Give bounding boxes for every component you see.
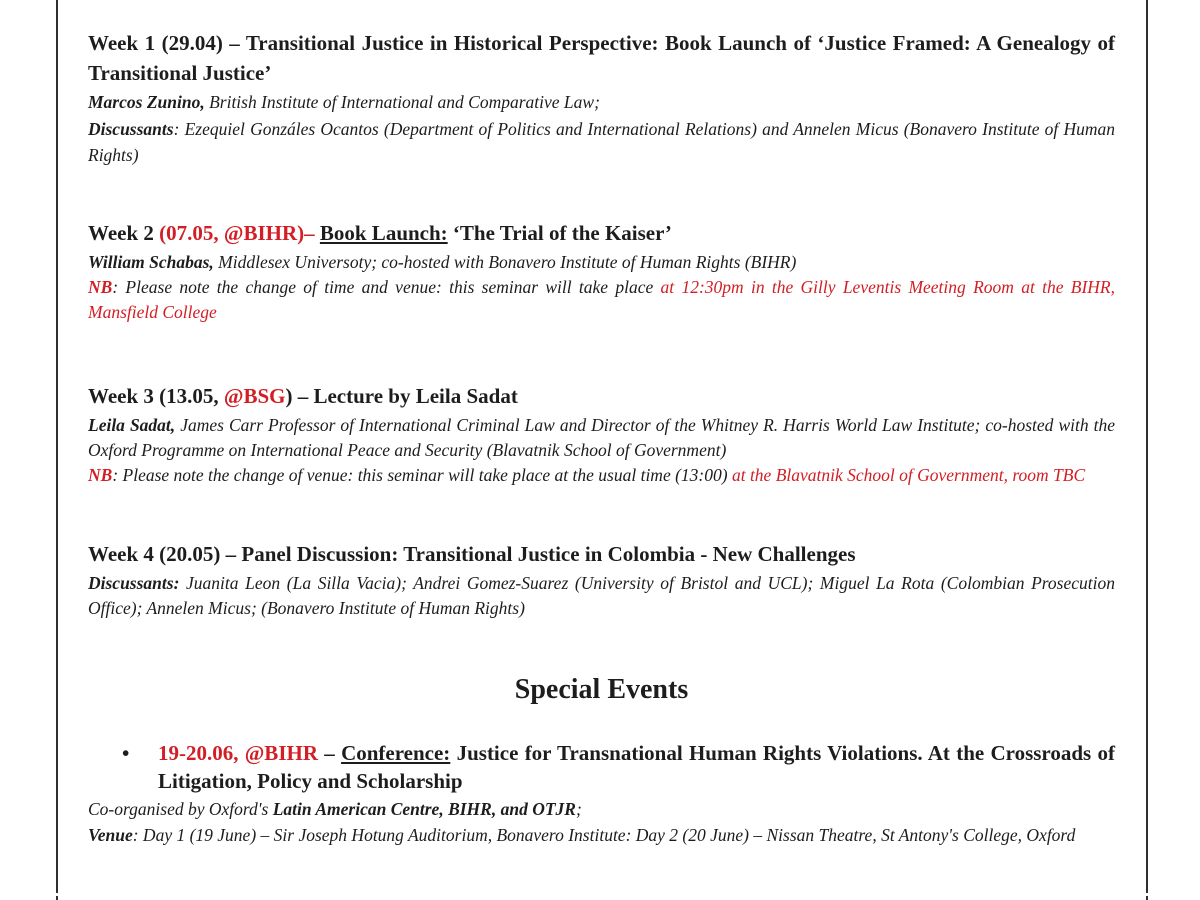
week-1-title — [88, 28, 1115, 88]
week-4-title-text: Week 4 (20.05) – Panel Discussion: Transitional Justice in Colombia - New Challenges — [88, 541, 856, 566]
venue-label: Venue — [88, 824, 133, 845]
organisers-post: ; — [575, 799, 582, 820]
week-2-speaker-line — [88, 250, 1115, 275]
special-events-title: Special Events — [514, 674, 689, 706]
week-2-nb-line — [88, 275, 1115, 326]
week-3-title-post: ) – Lecture by Leila Sadat — [285, 383, 518, 408]
nb-text: : Please note the change of venue: this seminar will take place at the usual time (13:00) — [112, 465, 732, 486]
speaker-name: Marcos Zunino, — [88, 92, 205, 112]
week-2-title-week: Week 2 — [88, 220, 160, 245]
conference-bullet-item — [88, 739, 1115, 795]
week-2-section — [88, 218, 1115, 326]
week-4-discussants-line — [88, 571, 1115, 622]
discussants-text: Juanita Leon (La Silla Vacia); Andrei Gomez-Suarez (University of Bristol and UCL); Miguel La Rota (Colombian Prosecution Office); Annelen Micus; (Bonavero Institute of Human Rights) — [88, 572, 1115, 618]
bullet-icon: • — [122, 741, 130, 766]
nb-label: NB — [88, 465, 113, 486]
week-2-title-book-launch: Book Launch: — [319, 220, 448, 245]
nb-venue-highlight: at 12:30pm in the Gilly Leventis Meeting Room at the BIHR, Mansfield College — [88, 277, 1115, 323]
speaker-affiliation: James Carr Professor of International Criminal Law and Director of the Whitney R. Harris World Law Institute; co-hosted with the Oxford Programme on International Peace and Security (Blavatnik School of Government) — [88, 414, 1115, 461]
nb-label: NB — [88, 277, 113, 298]
discussants-label: Discussants — [88, 119, 174, 140]
week-1-section — [88, 28, 1115, 168]
nb-venue-highlight: at the Blavatnik School of Government, room TBC — [731, 465, 1086, 486]
week-1-discussants-line — [88, 117, 1115, 168]
discussants-text: : Ezequiel Gonzáles Ocantos (Department of Politics and International Relations) and Annelen Micus (Bonavero Institute of Human Rights) — [88, 119, 1115, 165]
speaker-affiliation: British Institute of International and Comparative Law; — [204, 92, 600, 112]
week-3-nb-line — [88, 463, 1115, 488]
nb-text: : Please note the change of time and venue: this seminar will take place — [112, 277, 661, 298]
week-1-title-text: Week 1 (29.04) – Transitional Justice in Historical Perspective: Book Launch of ‘Justice Framed: A Genealogy of Transitional Justice’ — [88, 31, 1115, 85]
week-2-title-book-name: ‘The Trial of the Kaiser’ — [447, 220, 672, 245]
week-2-title-date: (07.05, @BIHR)– — [159, 220, 320, 245]
week-3-title-location: @BSG — [223, 383, 286, 408]
week-2-title — [88, 218, 1115, 248]
venue-line — [88, 823, 1115, 848]
week-3-section — [88, 381, 1115, 489]
page-border-left-stub — [56, 896, 58, 900]
discussants-label: Discussants: — [88, 572, 180, 593]
page-border-right-stub — [1146, 896, 1148, 900]
conference-title: Justice for Transnational Human Rights Violations. At the Crossroads of Litigation, Policy and Scholarship — [158, 741, 1115, 794]
page-border-left — [56, 0, 58, 893]
speaker-name: William Schabas, — [88, 251, 214, 272]
organisers-line — [88, 797, 1115, 822]
organisers-names: Latin American Centre, BIHR, and OTJR — [272, 799, 576, 820]
week-3-speaker-line — [88, 413, 1115, 464]
week-4-title — [88, 539, 1115, 569]
week-1-speaker-line — [88, 90, 1115, 115]
venue-text: : Day 1 (19 June) – Sir Joseph Hotung Auditorium, Bonavero Institute: Day 2 (20 June) – Nissan Theatre, St Antony's College, Oxford — [132, 824, 1076, 845]
conference-date: 19-20.06, @BIHR — [158, 741, 318, 766]
document-content — [88, 0, 1115, 848]
week-3-title-pre: Week 3 (13.05, — [88, 383, 224, 408]
special-events-section — [88, 671, 1115, 848]
page-border-right — [1146, 0, 1148, 893]
conference-dash: – — [318, 741, 342, 766]
conference-label: Conference: — [341, 741, 451, 766]
week-4-section — [88, 539, 1115, 622]
week-3-title — [88, 381, 1115, 411]
speaker-affiliation: Middlesex Universoty; co-hosted with Bonavero Institute of Human Rights (BIHR) — [213, 251, 797, 272]
organisers-pre: Co-organised by Oxford's — [88, 799, 273, 820]
speaker-name: Leila Sadat, — [88, 414, 176, 435]
